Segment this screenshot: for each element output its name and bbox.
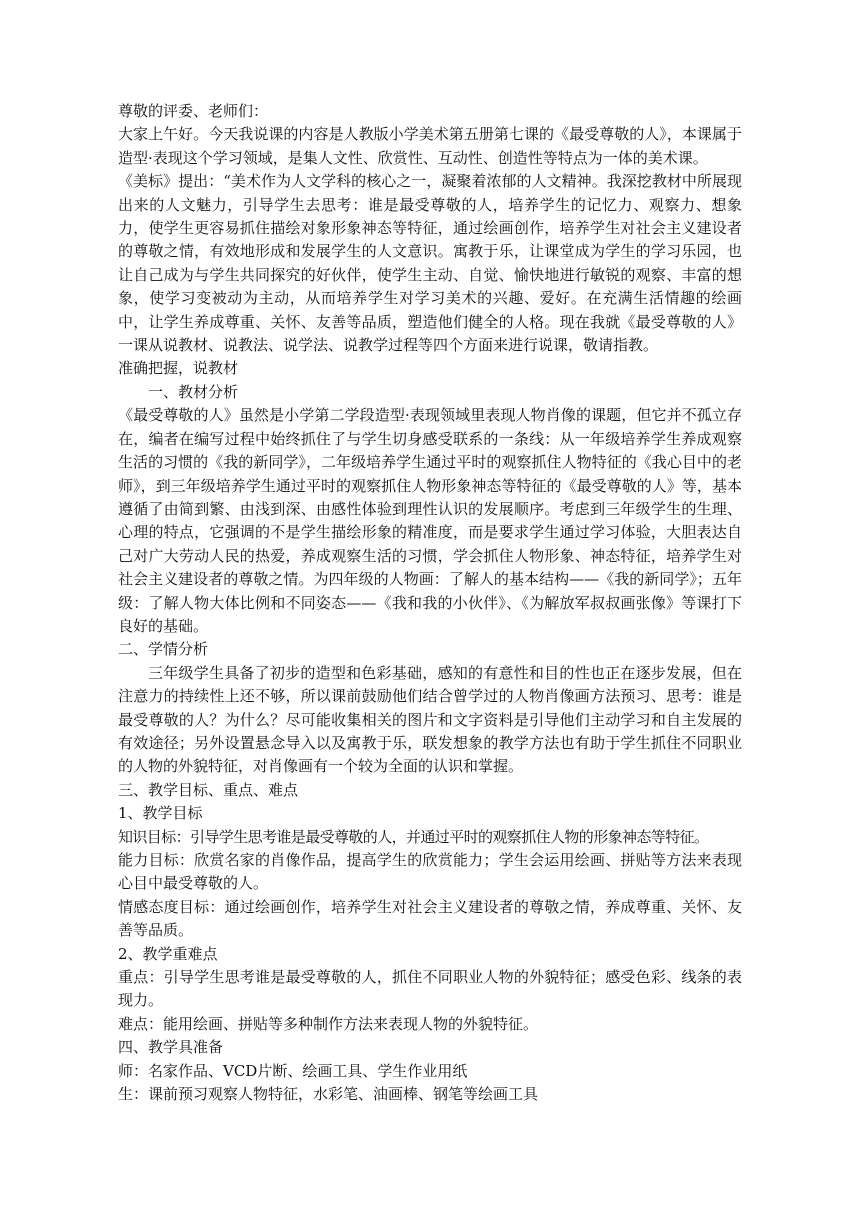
student-analysis-paragraph: 三年级学生具备了初步的造型和色彩基础，感知的有意性和目的性也正在逐步发展，但在注意力的持续性上还不够，所以课前鼓励他们结合曾学过的人物肖像画方法预习、思考：谁是最受尊敬的人？为什么？尽可能收集相关的图片和文字资料是引导他们主动学习和自主发展的有效途径；另外设置悬念导入以及寓教于乐，联发想象的教学方法也有助于学生抓住不同职业的人物的外貌特征，对肖像画有一个较为全面的认识和掌握。 xyxy=(118,663,742,776)
key-point: 重点：引导学生思考谁是最受尊敬的人，抓住不同职业人物的外貌特征；感受色彩、线条的表现力。 xyxy=(118,968,742,1010)
textbook-analysis-paragraph: 《最受尊敬的人》虽然是小学第二学段造型·表现领域里表现人物肖像的课题，但它并不孤立存在，编者在编写过程中始终抓住了与学生切身感受联系的一条线：从一年级培养学生养成观察生活的习惯的《我的新同学》，二年级培养学生通过平时的观察抓住人物特征的《我心目中的老师》，到三年级培养学生通过平时的观察抓住人物形象神态等特征的《最受尊敬的人》等，基本遵循了由简到繁、由浅到深、由感性体验到理性认识的发展顺序。考虑到三年级学生的生理、心理的特点，它强调的不是学生描绘形象的精准度，而是要求学生通过学习体验，大胆表达自己对广大劳动人民的热爱，养成观察生活的习惯，学会抓住人物形象、神态特征，培养学生对社会主义建设者的尊敬之情。为四年级的人物画：了解人的基本结构——《我的新同学》；五年级：了解人物大体比例和不同姿态——《我和我的小伙伴》、《为解放军叔叔画张像》等课打下良好的基础。 xyxy=(118,406,742,635)
subheading-teaching-goals: 1、教学目标 xyxy=(118,804,203,823)
heading-materials: 四、教学具准备 xyxy=(118,1038,224,1057)
emotion-goal: 情感态度目标：通过绘画创作，培养学生对社会主义建设者的尊敬之情，养成尊重、关怀、友善等品质。 xyxy=(118,897,742,940)
section-heading-textbook: 准确把握，说教材 xyxy=(118,359,239,378)
salutation: 尊敬的评委、老师们： xyxy=(118,102,269,120)
intro-paragraph: 大家上午好。今天我说课的内容是人教版小学美术第五册第七课的《最受尊敬的人》，本课属于造型·表现这个学习领域，是集人文性、欣赏性、互动性、创造性等特点为一体的美术课。 xyxy=(118,125,742,167)
knowledge-goal: 知识目标：引导学生思考谁是最受尊敬的人，并通过平时的观察抓住人物的形象神态等特征。 xyxy=(118,827,709,846)
heading-teaching-goals: 三、教学目标、重点、难点 xyxy=(118,780,299,799)
student-materials: 生：课前预习观察人物特征，水彩笔、油画棒、钢笔等绘画工具 xyxy=(118,1085,539,1104)
subheading-key-points: 2、教学重难点 xyxy=(118,944,218,963)
heading-textbook-analysis: 一、教材分析 xyxy=(148,382,239,401)
curriculum-standard-paragraph: 《美标》提出：“美术作为人文学科的核心之一，凝聚着浓郁的人文精神。我深挖教材中所展现出来的人文魅力，引导学生去思考：谁是最受尊敬的人，培养学生的记忆力、观察力、想象力，使学生更容易抓住描绘对象形象神态等特征，通过绘画创作，培养学生对社会主义建设者的尊敬之情，有效地形成和发展学生的人文意识。寓教于乐，让课堂成为学生的学习乐园，也让自己成为与学生共同探究的好伙伴，使学生主动、自觉、愉快地进行敏锐的观察、丰富的想象，使学习变被动为主动，从而培养学生对学习美术的兴趣、爱好。在充满生活情趣的绘画中，让学生养成尊重、关怀、友善等品质，塑造他们健全的人格。现在我就《最受尊敬的人》一课从说教材、说教法、说学法、说教学过程等四个方面来进行说课，敬请指教。 xyxy=(118,172,742,355)
heading-student-analysis: 二、学情分析 xyxy=(118,640,209,659)
difficult-point: 难点：能用绘画、拼贴等多种制作方法来表现人物的外貌特征。 xyxy=(118,1014,539,1033)
teacher-materials: 师：名家作品、VCD片断、绘画工具、学生作业用纸 xyxy=(118,1061,468,1080)
document-body xyxy=(118,100,742,1106)
ability-goal: 能力目标：欣赏名家的肖像作品，提高学生的欣赏能力；学生会运用绘画、拼贴等方法来表现心目中最受尊敬的人。 xyxy=(118,851,742,893)
